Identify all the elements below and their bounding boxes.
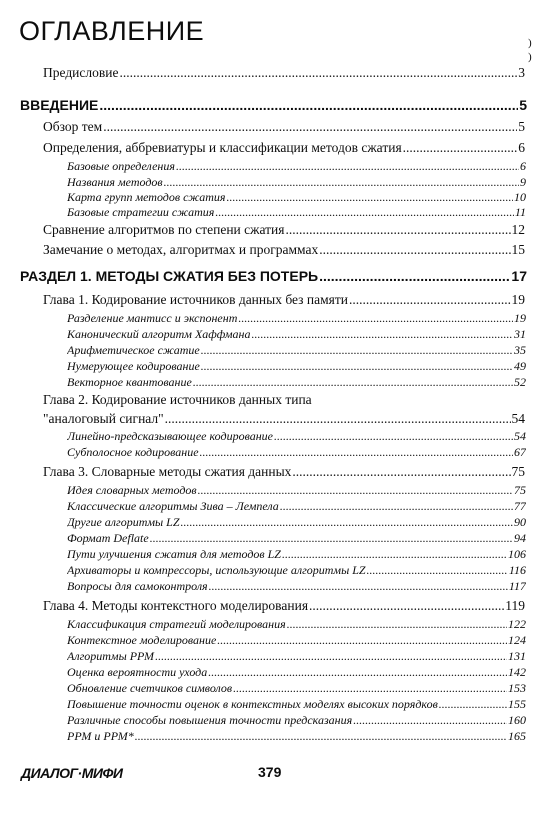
dot-leader	[176, 159, 519, 174]
dot-leader	[198, 483, 513, 498]
toc-page-number: 3	[518, 65, 525, 80]
toc-entry-title: Другие алгоритмы LZ	[67, 515, 180, 529]
dot-leader	[353, 713, 507, 728]
toc-entry-title: Классификация стратегий моделирования	[67, 617, 286, 631]
toc-entry-title: Разделение мантисс и экспонент	[67, 311, 238, 325]
toc-entry-row[interactable]	[43, 140, 525, 156]
toc-subentry-row[interactable]	[67, 649, 526, 664]
toc-page-number: 10	[514, 190, 526, 204]
dot-leader	[403, 140, 518, 156]
toc-page-number: 67	[514, 445, 526, 459]
dot-leader	[215, 205, 514, 220]
toc-subentry-row[interactable]	[67, 713, 526, 728]
toc-entry-title: Названия методов	[67, 175, 163, 189]
dot-leader	[200, 445, 513, 460]
toc-page-number: 35	[514, 343, 526, 357]
toc-subentry-row[interactable]	[67, 311, 526, 326]
toc-entry-title: Сравнение алгоритмов по степени сжатия	[43, 222, 285, 237]
toc-page-number: 153	[508, 681, 526, 695]
toc-entry-row[interactable]	[43, 222, 525, 238]
dot-leader	[150, 531, 513, 546]
toc-section-row[interactable]	[20, 268, 527, 284]
toc-entry-title: Базовые определения	[67, 159, 175, 173]
toc-entry-row[interactable]	[43, 411, 525, 427]
toc-page-number: 155	[508, 697, 526, 711]
toc-page-number: 19	[511, 292, 525, 307]
toc-page-number: 12	[511, 222, 525, 237]
dot-leader	[201, 359, 513, 374]
dot-leader	[208, 665, 507, 680]
toc-subentry-row[interactable]	[67, 681, 526, 696]
toc-page-number: 9	[520, 175, 526, 189]
toc-subentry-row[interactable]	[67, 429, 526, 444]
toc-subentry-row[interactable]	[67, 205, 526, 220]
toc-subentry-row[interactable]	[67, 175, 526, 190]
toc-subentry-row[interactable]	[67, 633, 526, 648]
toc-entry-title: Пути улучшения сжатия для методов LZ	[67, 547, 281, 561]
dot-leader	[227, 190, 513, 205]
toc-subentry-row[interactable]	[67, 617, 526, 632]
toc-entry-title: Глава 4. Методы контекстного моделирования	[43, 598, 309, 613]
dot-leader	[99, 97, 518, 113]
toc-page-number: 52	[514, 375, 526, 389]
toc-subentry-row[interactable]	[67, 190, 526, 205]
toc-page-number: 6	[520, 159, 526, 173]
toc-page-number: 142	[508, 665, 526, 679]
toc-page-number: 119	[505, 598, 525, 613]
toc-page-number: 122	[508, 617, 526, 631]
dot-leader	[119, 65, 517, 81]
dot-leader	[309, 598, 504, 614]
dot-leader	[285, 222, 510, 238]
toc-entry-title: Вопросы для самоконтроля	[67, 579, 208, 593]
toc-page-number: 117	[508, 579, 526, 593]
toc-subentry-row[interactable]	[67, 375, 526, 390]
dot-leader	[135, 729, 507, 744]
toc-entry-title: Классические алгоритмы Зива – Лемпела	[67, 499, 279, 513]
dot-leader	[274, 429, 513, 444]
toc-subentry-row[interactable]	[67, 729, 526, 744]
toc-subentry-row[interactable]	[67, 665, 526, 680]
toc-entry-title: Обновление счетчиков символов	[67, 681, 233, 695]
toc-entry-title: Замечание о методах, алгоритмах и программах	[43, 242, 319, 257]
toc-entry-title: Идея словарных методов	[67, 483, 197, 497]
toc-entry-title: Арифметическое сжатие	[67, 343, 200, 357]
toc-entry-title: Обзор тем	[43, 119, 103, 134]
toc-entry-title: Нумерующее кодирование	[67, 359, 200, 373]
toc-entry-title: Базовые стратегии сжатия	[67, 205, 215, 219]
toc-entry-title: Векторное квантование	[67, 375, 192, 389]
toc-page-number: 124	[508, 633, 526, 647]
toc-page-number: 75	[514, 483, 526, 497]
toc-entry-title: Глава 1. Кодирование источников данных без памяти	[43, 292, 348, 307]
dot-leader	[280, 499, 513, 514]
toc-page-number: 15	[511, 242, 525, 257]
dot-leader	[349, 292, 511, 308]
toc-entry-title: Повышение точности оценок в контекстных моделях высоких порядков	[67, 697, 438, 711]
toc-page-number: 165	[508, 729, 526, 743]
dot-leader	[217, 633, 507, 648]
dot-leader	[292, 464, 510, 480]
toc-entry-title: Субполосное кодирование	[67, 445, 199, 459]
toc-subentry-row[interactable]	[67, 547, 526, 562]
toc-entry-title: "аналоговый сигнал"	[43, 411, 164, 426]
dot-leader	[251, 327, 513, 342]
toc-subentry-row[interactable]	[67, 359, 526, 374]
toc-page-number: 54	[511, 411, 525, 426]
toc-entry-row[interactable]	[43, 464, 525, 480]
toc-subentry-row[interactable]	[67, 531, 526, 546]
publisher-logo: ДИАЛОГ·МИФИ	[21, 765, 123, 781]
toc-subentry-row[interactable]	[67, 327, 526, 342]
toc-entry-title: Глава 3. Словарные методы сжатия данных	[43, 464, 292, 479]
toc-entry-title: Линейно-предсказывающее кодирование	[67, 429, 273, 443]
toc-page-number: 6	[518, 140, 525, 155]
toc-entry-row[interactable]	[43, 242, 525, 258]
toc-page-number: 94	[514, 531, 526, 545]
dot-leader	[201, 343, 513, 358]
dot-leader	[367, 563, 508, 578]
dot-leader	[319, 242, 510, 258]
toc-entry-title: Карта групп методов сжатия	[67, 190, 226, 204]
dot-leader	[287, 617, 507, 632]
dot-leader	[439, 697, 507, 712]
dot-leader	[155, 649, 507, 664]
dot-leader	[209, 579, 508, 594]
toc-subentry-row[interactable]	[67, 515, 526, 530]
toc-entry-row[interactable]	[43, 65, 525, 81]
toc-subentry-row[interactable]	[67, 483, 526, 498]
toc-subentry-row[interactable]	[67, 499, 526, 514]
toc-page-number: 90	[514, 515, 526, 529]
toc-subentry-row[interactable]	[67, 563, 526, 578]
toc-page-number: 75	[511, 464, 525, 479]
toc-entry-title: Определения, аббревиатуры и классификации методов сжатия	[43, 140, 402, 155]
toc-entry-title: Формат Deflate	[67, 531, 149, 545]
toc-entry-title: Предисловие	[43, 65, 119, 80]
dot-leader	[181, 515, 513, 530]
toc-entry-title: Оценка вероятности ухода	[67, 665, 208, 679]
toc-page-number: 5	[518, 119, 525, 134]
dot-leader	[165, 411, 511, 427]
toc-page-number: 77	[514, 499, 526, 513]
toc-entry-title: ВВЕДЕНИЕ	[20, 97, 99, 113]
toc-entry-title: Контекстное моделирование	[67, 633, 217, 647]
corner-mark: )	[528, 37, 532, 49]
toc-page-number: 17	[511, 268, 527, 284]
toc-subentry-row[interactable]	[67, 343, 526, 358]
toc-entry-title-line: Глава 2. Кодирование источников данных типа	[43, 392, 312, 407]
toc-subentry-row[interactable]	[67, 445, 526, 460]
toc-page-number: 5	[519, 97, 527, 113]
toc-page-number: 160	[508, 713, 526, 727]
dot-leader	[238, 311, 513, 326]
toc-entry-title: РАЗДЕЛ 1. МЕТОДЫ СЖАТИЯ БЕЗ ПОТЕРЬ	[20, 268, 319, 284]
toc-section-row[interactable]	[20, 97, 527, 113]
toc-page-number: 106	[508, 547, 526, 561]
page-title: ОГЛАВЛЕНИЕ	[19, 16, 205, 46]
toc-subentry-row[interactable]	[67, 159, 526, 174]
dot-leader	[103, 119, 517, 135]
corner-mark: )	[528, 51, 532, 63]
toc-page-number: 49	[514, 359, 526, 373]
page-number: 379	[258, 764, 282, 780]
toc-entry-row[interactable]	[43, 292, 525, 308]
dot-leader	[319, 268, 510, 284]
toc-page-number: 11	[514, 205, 526, 219]
toc-subentry-row[interactable]	[67, 697, 526, 712]
dot-leader	[233, 681, 507, 696]
toc-entry-title: Алгоритмы РРМ	[67, 649, 155, 663]
toc-entry-title: РРМ и РРМ*	[67, 729, 134, 743]
toc-entry-title: Архиваторы и компрессоры, использующие алгоритмы LZ	[67, 563, 366, 577]
toc-page-number: 54	[514, 429, 526, 443]
toc-page-number: 31	[514, 327, 526, 341]
toc-subentry-row[interactable]	[67, 579, 526, 594]
dot-leader	[164, 175, 519, 190]
toc-entry-title: Канонический алгоритм Хаффмана	[67, 327, 251, 341]
toc-page-number: 19	[514, 311, 526, 325]
toc-page-number: 131	[508, 649, 526, 663]
toc-page-number: 116	[508, 563, 526, 577]
dot-leader	[193, 375, 513, 390]
toc-entry-row[interactable]	[43, 119, 525, 135]
dot-leader	[282, 547, 507, 562]
toc-entry-title: Различные способы повышения точности предсказания	[67, 713, 353, 727]
toc-entry-row[interactable]	[43, 598, 525, 614]
